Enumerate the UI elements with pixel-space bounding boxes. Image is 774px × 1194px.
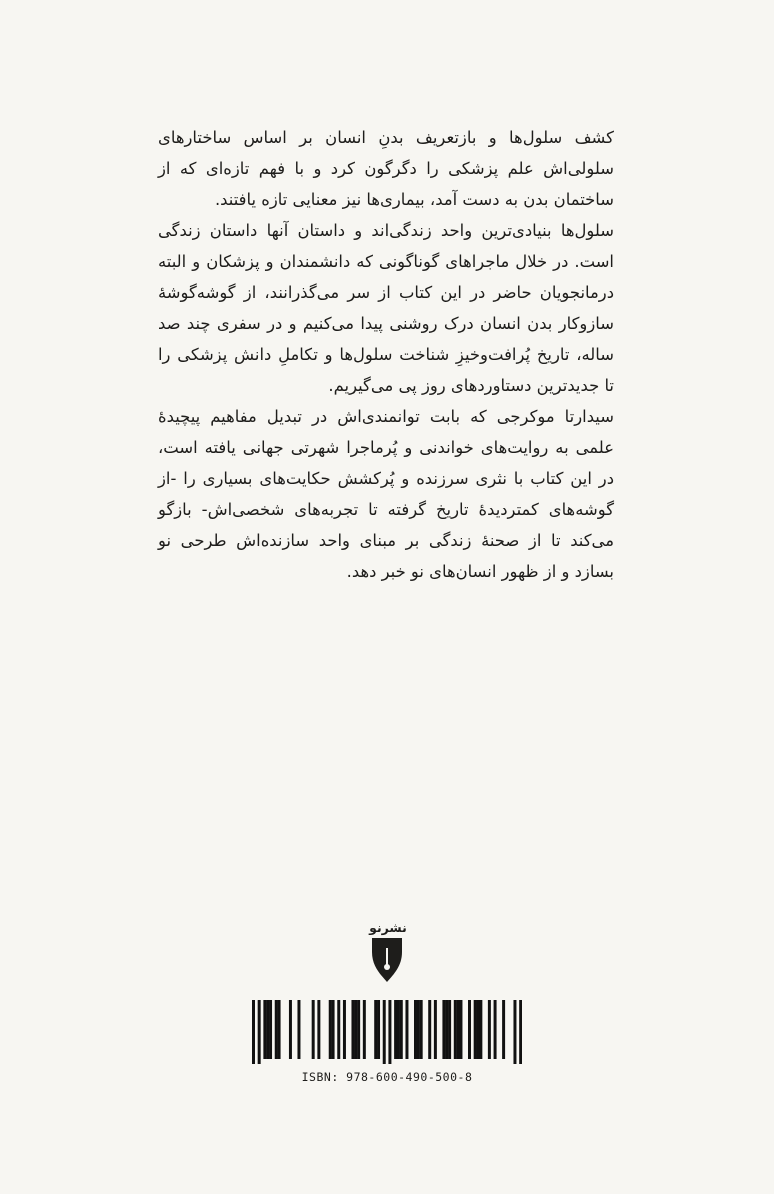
blurb-paragraph-1: کشف سلول‌ها و بازتعریف بدنِ انسان بر اساس ساختارهای سلولی‌اش علم پزشکی را دگرگون کرد و با فهم تازه‌ای که از ساختمان بدن به دست آمد، بیماری‌ها نیز معنایی تازه یافتند. (158, 128, 614, 209)
barcode-bar (252, 1000, 255, 1064)
barcode-bar (428, 1000, 431, 1059)
barcode-bar (289, 1000, 292, 1059)
barcode-bar (457, 1000, 460, 1059)
barcode-bar (317, 1000, 320, 1059)
barcode-bar (488, 1000, 491, 1059)
barcode-bar (459, 1000, 462, 1059)
barcode-bar (494, 1000, 497, 1059)
barcode-bar (343, 1000, 346, 1059)
barcode-bar (442, 1000, 445, 1059)
barcode-bar (477, 1000, 480, 1059)
fountain-pen-nib-icon (366, 936, 408, 984)
barcode-bar (312, 1000, 315, 1059)
blurb-paragraph-3: سیدارتا موکرجی که بابت توانمندی‌اش در تبدیل مفاهیم پیچیدهٔ علمی به روایت‌های خواندنی و پُرماجرا شهرتی جهانی یافته است، در این کتاب با نثری سرزنده و پُرکشش حکایت‌های بسیاری را -از گوشه‌های کمتردیدهٔ تاریخ گرفته تا تجربه‌های شخصی‌اش- بازگو می‌کند تا از صحنهٔ زندگی بر مبنای واحد سازنده‌اش طرحی نو بسازد و از ظهور انسان‌های نو خبر دهد. (158, 407, 614, 581)
barcode-bar (363, 1000, 366, 1059)
barcode-bar (374, 1000, 377, 1059)
barcode-bar (400, 1000, 403, 1059)
barcode-bar (448, 1000, 451, 1059)
barcode-bar (394, 1000, 397, 1059)
barcode-bar (269, 1000, 272, 1059)
barcode-bar (454, 1000, 457, 1059)
barcode-bar (337, 1000, 340, 1059)
isbn-number: ISBN: 978-600-490-500-8 (301, 1070, 473, 1084)
barcode-bar (445, 1000, 448, 1059)
barcode-bar (479, 1000, 482, 1059)
barcode-bar (420, 1000, 423, 1059)
isbn-barcode (252, 1000, 522, 1064)
barcode-bar (502, 1000, 505, 1059)
barcode-bar (258, 1000, 261, 1064)
barcode-bar (417, 1000, 420, 1059)
barcode-bar (354, 1000, 357, 1059)
blurb-paragraph-2: سلول‌ها بنیادی‌ترین واحد زندگی‌اند و داستان آنها داستان زندگی است. در خلال ماجراهای گوناگونی که دانشمندان و پزشکان و البته درمانجویان حاضر در این کتاب از سر می‌گذرانند، از گوشه‌گوشهٔ سازوکار بدن انسان درک روشنی پیدا می‌کنیم و در سفری چند صد ساله، تاریخ پُرافت‌وخیزِ شناخت سلول‌ها و تکاملِ دانش پزشکی را تا جدیدترین دستاوردهای روز پی می‌گیریم. (158, 221, 614, 395)
barcode-bar (332, 1000, 335, 1059)
barcode-bar (297, 1000, 300, 1059)
barcode-bar (388, 1000, 391, 1064)
barcode-bar (405, 1000, 408, 1059)
barcode-bar (278, 1000, 281, 1059)
barcode-bar (357, 1000, 360, 1059)
barcode-bar (474, 1000, 477, 1059)
barcode-bar (434, 1000, 437, 1059)
barcode-bar (383, 1000, 386, 1064)
barcode-bar (377, 1000, 380, 1059)
barcode-bar (351, 1000, 354, 1059)
barcode-bar (329, 1000, 332, 1059)
blurb-text (158, 122, 614, 587)
publisher-name: نشرنو (369, 920, 407, 935)
barcode-bar (397, 1000, 400, 1059)
barcode-bar (266, 1000, 269, 1059)
barcode-bar (519, 1000, 522, 1064)
barcode-bar (275, 1000, 278, 1059)
barcode-bar (414, 1000, 417, 1059)
barcode-bar (263, 1000, 266, 1059)
barcode-bar (468, 1000, 471, 1059)
barcode-bar (513, 1000, 516, 1064)
